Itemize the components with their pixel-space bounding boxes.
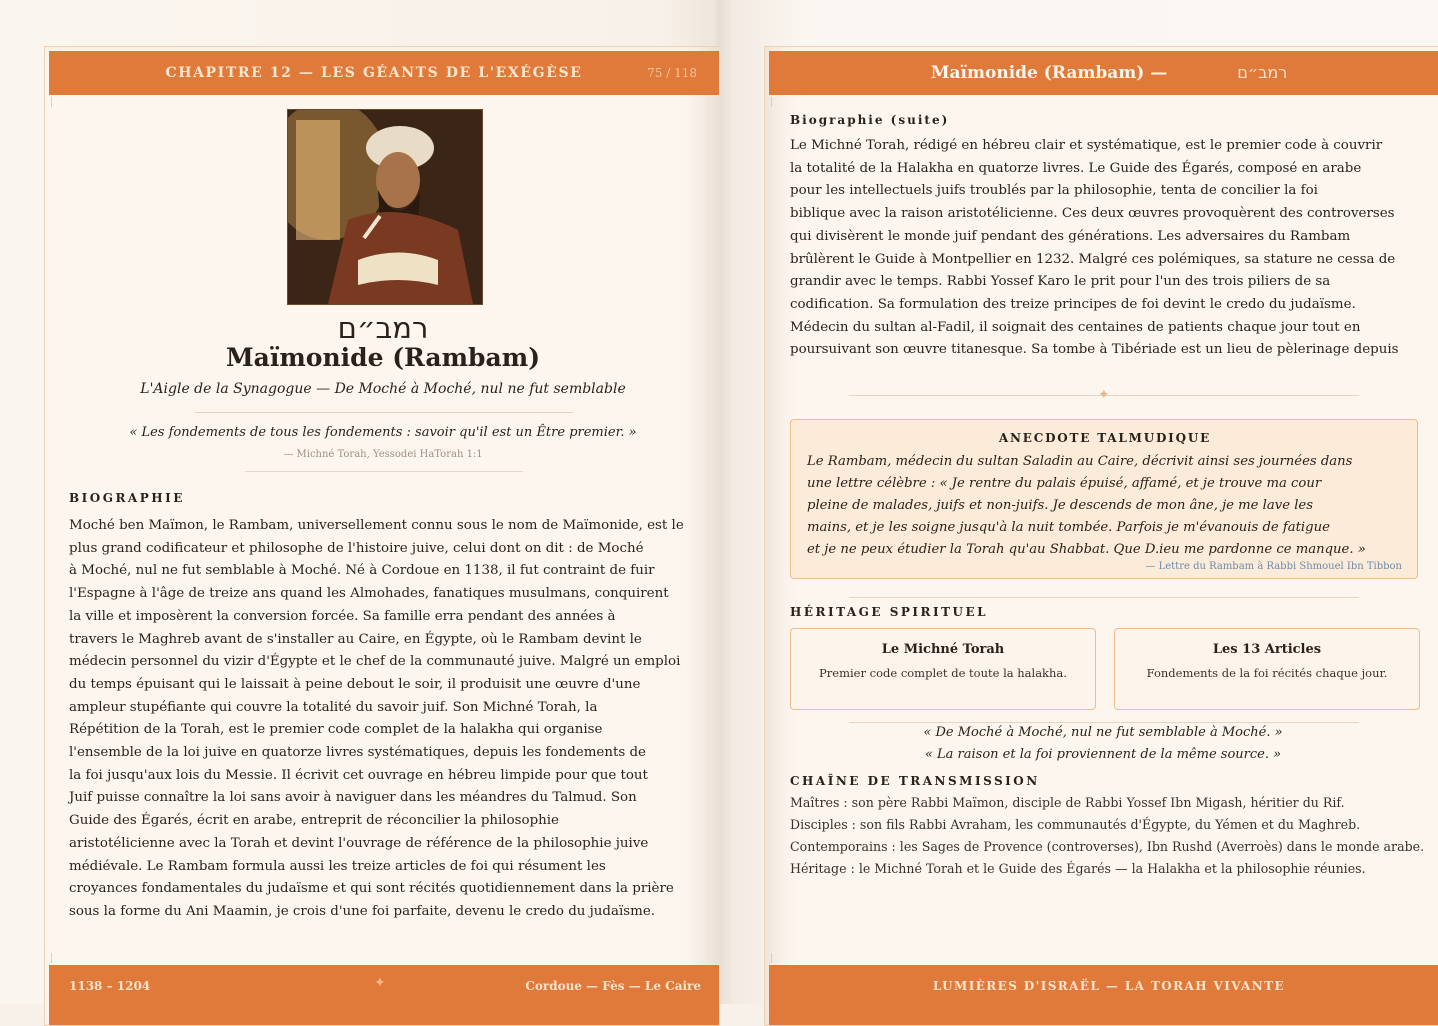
text-line: Moché ben Maïmon, le Rambam, universellement connu sous le nom de Maïmonide, est le <box>69 518 684 533</box>
chain-line: Disciples : son fils Rabbi Avraham, les communautés d'Égypte, du Yémen et du Maghreb. <box>790 817 1361 832</box>
maxim: « La raison et la foi proviennent de la même source. » <box>924 747 1282 762</box>
chain-text <box>790 792 1424 880</box>
footer-title: LUMIÈRES D'ISRAËL — LA TORAH VIVANTE <box>933 979 1285 993</box>
text-line: aristotélicienne avec la Torah et devint l'ouvrage de référence de la philosophie juive <box>69 835 649 851</box>
text-line: travers le Maghreb avant de s'installer au Caire, en Égypte, où le Rambam devint le <box>69 631 642 647</box>
text-line: l'Espagne à l'âge de treize ans quand les Almohades, fanatiques musulmans, conquirent <box>69 586 669 602</box>
left-footer-bar <box>49 965 719 1025</box>
text-line: qui divisèrent le monde juif pendant des générations. Les adversaires du Rambam <box>790 228 1351 244</box>
divider <box>245 471 523 472</box>
anecdote-title: ANECDOTE TALMUDIQUE <box>998 431 1212 445</box>
text-line: du temps épuisant qui le laissait à peine debout le soir, il produisit une œuvre d'une <box>69 676 641 692</box>
chain-heading: CHAÎNE DE TRANSMISSION <box>790 774 1040 788</box>
divider <box>849 722 1359 723</box>
text-line: Le Rambam, médecin du sultan Saladin au Caire, décrivit ainsi ses journées dans <box>807 454 1353 469</box>
text-line: grandir avec le temps. Rabbi Yossef Karo le prit pour l'un des trois piliers de sa <box>790 274 1331 290</box>
footer-places: Cordoue — Fès — Le Caire <box>525 979 701 993</box>
text-line: Répétition de la Torah, est le premier code complet de la halakha qui organise <box>69 722 603 738</box>
heritage-card-13-articles <box>1114 628 1420 710</box>
right-header-title <box>769 63 1438 83</box>
divider <box>195 412 573 413</box>
page-frame-line <box>51 97 52 107</box>
chain-line: Maîtres : son père Rabbi Maïmon, disciple de Rabbi Yossef Ibn Migash, héritier du Rif. <box>790 795 1345 810</box>
text-line: Juif puisse connaître la loi sans avoir à naviguer dans les méandres du Talmud. Son <box>69 790 637 806</box>
text-line: croyances fondamentales du judaïsme et qui sont récités quotidiennement dans la prière <box>69 881 674 897</box>
biography-continued-label: Biographie (suite) <box>790 113 950 127</box>
text-line: à Moché, nul ne fut semblable à Moché. Né à Cordoue en 1138, il fut contraint de fuir <box>69 563 655 579</box>
text-line: Le Michné Torah, rédigé en hébreu clair et systématique, est le premier code à couvrir <box>790 138 1383 153</box>
hebrew-name: רמב״ם <box>337 311 429 345</box>
subtitle: L'Aigle de la Synagogue — De Moché à Moché, nul ne fut semblable <box>140 381 626 397</box>
heritage-heading: HÉRITAGE SPIRITUEL <box>790 605 989 619</box>
text-line: la foi jusqu'aux lois du Messie. Il écrivit cet ouvrage en hébreu limpide pour que tout <box>69 767 648 783</box>
text-line: brûlèrent le Guide à Montpellier en 1232. Malgré ces polémiques, sa stature ne cessa de <box>790 251 1396 267</box>
text-line: une lettre célèbre : « Je rentre du palais épuisé, affamé, et je trouve ma cour <box>807 476 1322 491</box>
text-line: l'ensemble de la loi juive en quatorze livres systématiques, depuis les fondements de <box>69 745 646 761</box>
biography-continued-heading <box>790 113 949 127</box>
portrait-image <box>287 109 483 305</box>
chapter-title: CHAPITRE 12 — LES GÉANTS DE L'EXÉGÈSE <box>165 65 583 81</box>
page-title: Maïmonide (Rambam) <box>225 343 541 372</box>
card-description: Premier code complet de toute la halakha. <box>819 666 1067 680</box>
text-line: et je ne peux étudier la Torah qu'au Shabbat. Que D.ieu me pardonne ce manque. » <box>807 542 1366 557</box>
left-page <box>44 46 720 1026</box>
anecdote-source: — Lettre du Rambam à Rabbi Shmouel Ibn Tibbon <box>1145 561 1402 572</box>
chain-line: Héritage : le Michné Torah et le Guide des Égarés — la Halakha et la philosophie réunies. <box>790 861 1366 876</box>
anecdote-text <box>807 451 1366 561</box>
anecdote-box <box>790 419 1418 579</box>
header-name: Maïmonide (Rambam) — <box>930 63 1168 83</box>
heritage-card-michne-torah <box>790 628 1096 710</box>
text-line: médiévale. Le Rambam formula aussi les treize articles de foi qui résument les <box>69 858 606 874</box>
right-page <box>764 46 1438 1026</box>
text-line: Médecin du sultan al-Fadil, il soignait des centaines de patients chaque jour tout en <box>790 319 1361 335</box>
text-line: Guide des Égarés, écrit en arabe, entreprit de réconcilier la philosophie <box>69 813 559 829</box>
card-title: Le Michné Torah <box>881 642 1005 657</box>
page-frame-line <box>771 97 772 107</box>
footer-dates: 1138 – 1204 <box>69 979 151 993</box>
left-header-bar <box>49 51 719 95</box>
biography-heading: BIOGRAPHIE <box>69 491 185 505</box>
text-line: mains, et je les soigne jusqu'à la nuit tombée. Parfois je m'évanouis de fatigue <box>807 520 1330 535</box>
text-line: pleine de malades, juifs et non-juifs. Je descends de mon âne, je me lave les <box>807 498 1313 513</box>
text-line: biblique avec la raison aristotélicienne. Ces deux œuvres provoquèrent des controverses <box>790 206 1395 222</box>
page-number: 75 / 118 <box>647 66 697 80</box>
page-frame-line <box>771 953 772 963</box>
text-line: pour les intellectuels juifs troublés par la philosophie, tenta de concilier la foi <box>790 183 1318 199</box>
quote-source: — Michné Torah, Yessodei HaTorah 1:1 <box>283 449 483 460</box>
page-frame-line <box>51 953 52 963</box>
biography-continued-text <box>790 135 1399 362</box>
chain-line: Contemporains : les Sages de Provence (controverses), Ibn Rushd (Averroès) dans le monde arabe. <box>790 839 1425 854</box>
text-line: ampleur stupéfiante qui couvre la totalité du savoir juif. Son Michné Torah, la <box>69 699 598 715</box>
ornament-icon: ✦ <box>374 975 386 991</box>
opening-quote: « Les fondements de tous les fondements : savoir qu'il est un Être premier. » <box>129 425 637 440</box>
right-header-bar <box>769 51 1438 95</box>
text-line: la ville et imposèrent la conversion forcée. Sa famille erra pendant des années à <box>69 608 616 624</box>
header-hebrew: רמב״ם <box>1237 63 1288 82</box>
text-line: la totalité de la Halakha en quatorze livres. Le Guide des Égarés, composé en arabe <box>790 160 1362 176</box>
right-footer-bar <box>769 965 1438 1025</box>
maxim: « De Moché à Moché, nul ne fut semblable à Moché. » <box>923 725 1283 740</box>
card-description: Fondements de la foi récités chaque jour. <box>1146 666 1388 680</box>
ornament-icon: ✦ <box>1098 387 1110 403</box>
divider <box>849 597 1359 598</box>
text-line: codification. Sa formulation des treize principes de foi devint le credo du judaïsme. <box>790 296 1356 312</box>
text-line: médecin personnel du vizir d'Égypte et le chef de la communauté juive. Malgré un emploi <box>69 654 681 670</box>
text-line: plus grand codificateur et philosophe de l'histoire juive, celui dont on dit : de Moché <box>69 540 644 556</box>
card-title: Les 13 Articles <box>1212 642 1322 657</box>
text-line: sous la forme du Ani Maamin, je crois d'une foi parfaite, devenu le credo du judaïsme. <box>69 903 656 919</box>
text-line: poursuivant son œuvre titanesque. Sa tombe à Tibériade est un lieu de pèlerinage depuis <box>790 342 1399 358</box>
biography-text <box>69 515 684 924</box>
